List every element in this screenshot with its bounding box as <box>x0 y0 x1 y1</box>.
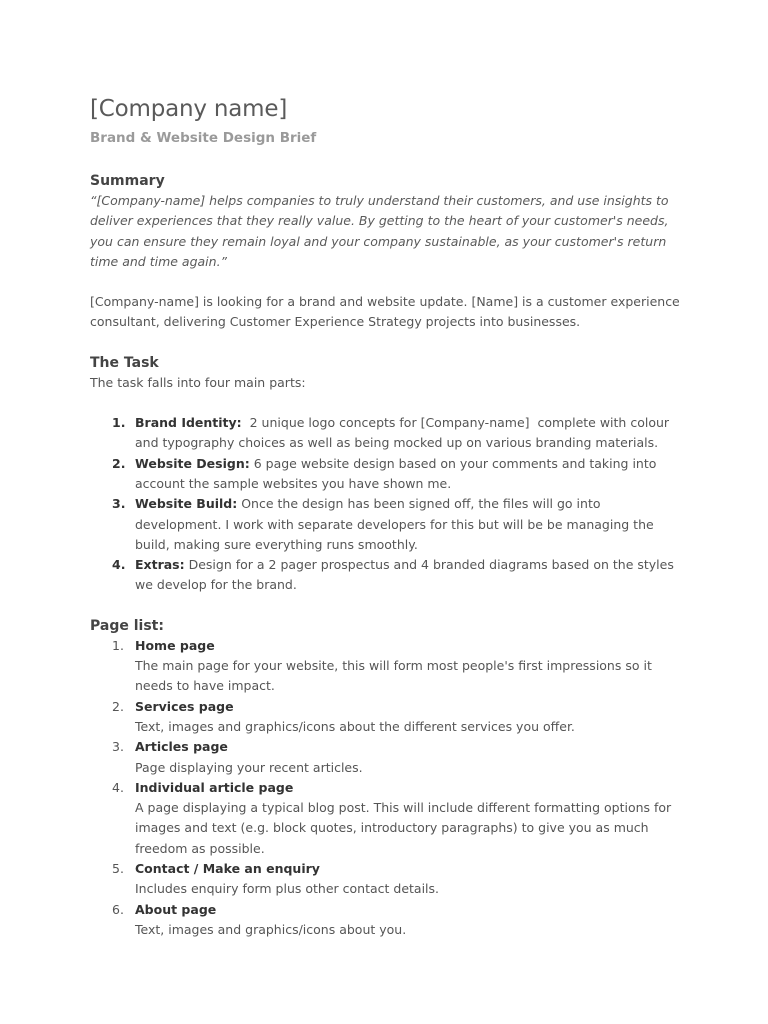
summary-quote: “[Company-name] helps companies to truly understand their customers, and use insights to deliver experiences that they really value. By getting to the heart of your customer's needs, you can ensure they remain loyal and your company sustainable, as your customer's return time and time again.” <box>90 193 669 269</box>
page-description: Text, images and graphics/icons about the different services you offer. <box>135 718 575 734</box>
page-list-item <box>90 859 690 900</box>
list-number: 3. <box>112 496 126 512</box>
task-list <box>90 413 690 596</box>
task-term: Website Build: <box>135 496 238 512</box>
document-title: [Company name] <box>90 96 288 122</box>
page-title-individual-article: Individual article page <box>135 779 294 795</box>
page-list-item <box>90 697 690 738</box>
page-title-about: About page <box>135 901 217 917</box>
task-list-item <box>90 454 690 495</box>
list-number: 2. <box>112 455 126 471</box>
page-title-articles: Articles page <box>135 739 228 755</box>
page-description: Text, images and graphics/icons about you. <box>135 921 407 937</box>
page-title-contact: Contact / Make an enquiry <box>135 861 320 877</box>
page-list-item <box>90 636 690 697</box>
task-text: Design for a 2 pager prospectus and 4 branded diagrams based on the styles we develop for the brand. <box>135 557 678 593</box>
list-number: 4. <box>112 779 124 795</box>
summary-body: [Company-name] is looking for a brand and website update. [Name] is a customer experience consultant, delivering Customer Experience Strategy projects into businesses. <box>90 294 680 330</box>
task-term: Extras: <box>135 557 185 573</box>
page-list-item <box>90 737 690 778</box>
page-description: The main page for your website, this will form most people's first impressions so it needs to have impact. <box>135 658 652 694</box>
page-description: A page displaying a typical blog post. This will include different formatting options for images and text (e.g. block quotes, introductory paragraphs) to give you as much freedom as possible. <box>135 800 672 856</box>
task-heading: The Task <box>90 354 159 371</box>
page-list-heading: Page list: <box>90 617 164 634</box>
task-list-item <box>90 413 690 454</box>
page-list-item <box>90 778 690 859</box>
list-number: 4. <box>112 557 126 573</box>
list-number: 2. <box>112 698 124 714</box>
task-term: Brand Identity: <box>135 415 242 431</box>
page-list-item <box>90 900 690 941</box>
page-description: Page displaying your recent articles. <box>135 759 363 775</box>
list-number: 5. <box>112 861 124 877</box>
task-term: Website Design: <box>135 455 250 471</box>
list-number: 1. <box>112 637 124 653</box>
task-intro: The task falls into four main parts: <box>90 374 306 390</box>
task-list-item <box>90 494 690 555</box>
list-number: 6. <box>112 901 124 917</box>
page-title-services: Services page <box>135 698 234 714</box>
page-list <box>90 636 690 940</box>
list-number: 1. <box>112 415 126 431</box>
task-text: Once the design has been signed off, the files will go into development. I work with separate developers for this but will be be managing the build, making sure everything runs smoothly. <box>135 496 658 552</box>
document-content <box>90 92 690 940</box>
task-text: 2 unique logo concepts for [Company-name] complete with colour and typography choices as well as being mocked up on various branding materials. <box>135 415 674 451</box>
document-subtitle: Brand & Website Design Brief <box>90 130 317 146</box>
task-text: 6 page website design based on your comments and taking into account the sample websites you have shown me. <box>135 455 661 491</box>
page-description: Includes enquiry form plus other contact details. <box>135 881 440 897</box>
summary-heading: Summary <box>90 173 165 189</box>
list-number: 3. <box>112 739 124 755</box>
page-title-home: Home page <box>135 637 215 653</box>
task-list-item <box>90 555 690 596</box>
